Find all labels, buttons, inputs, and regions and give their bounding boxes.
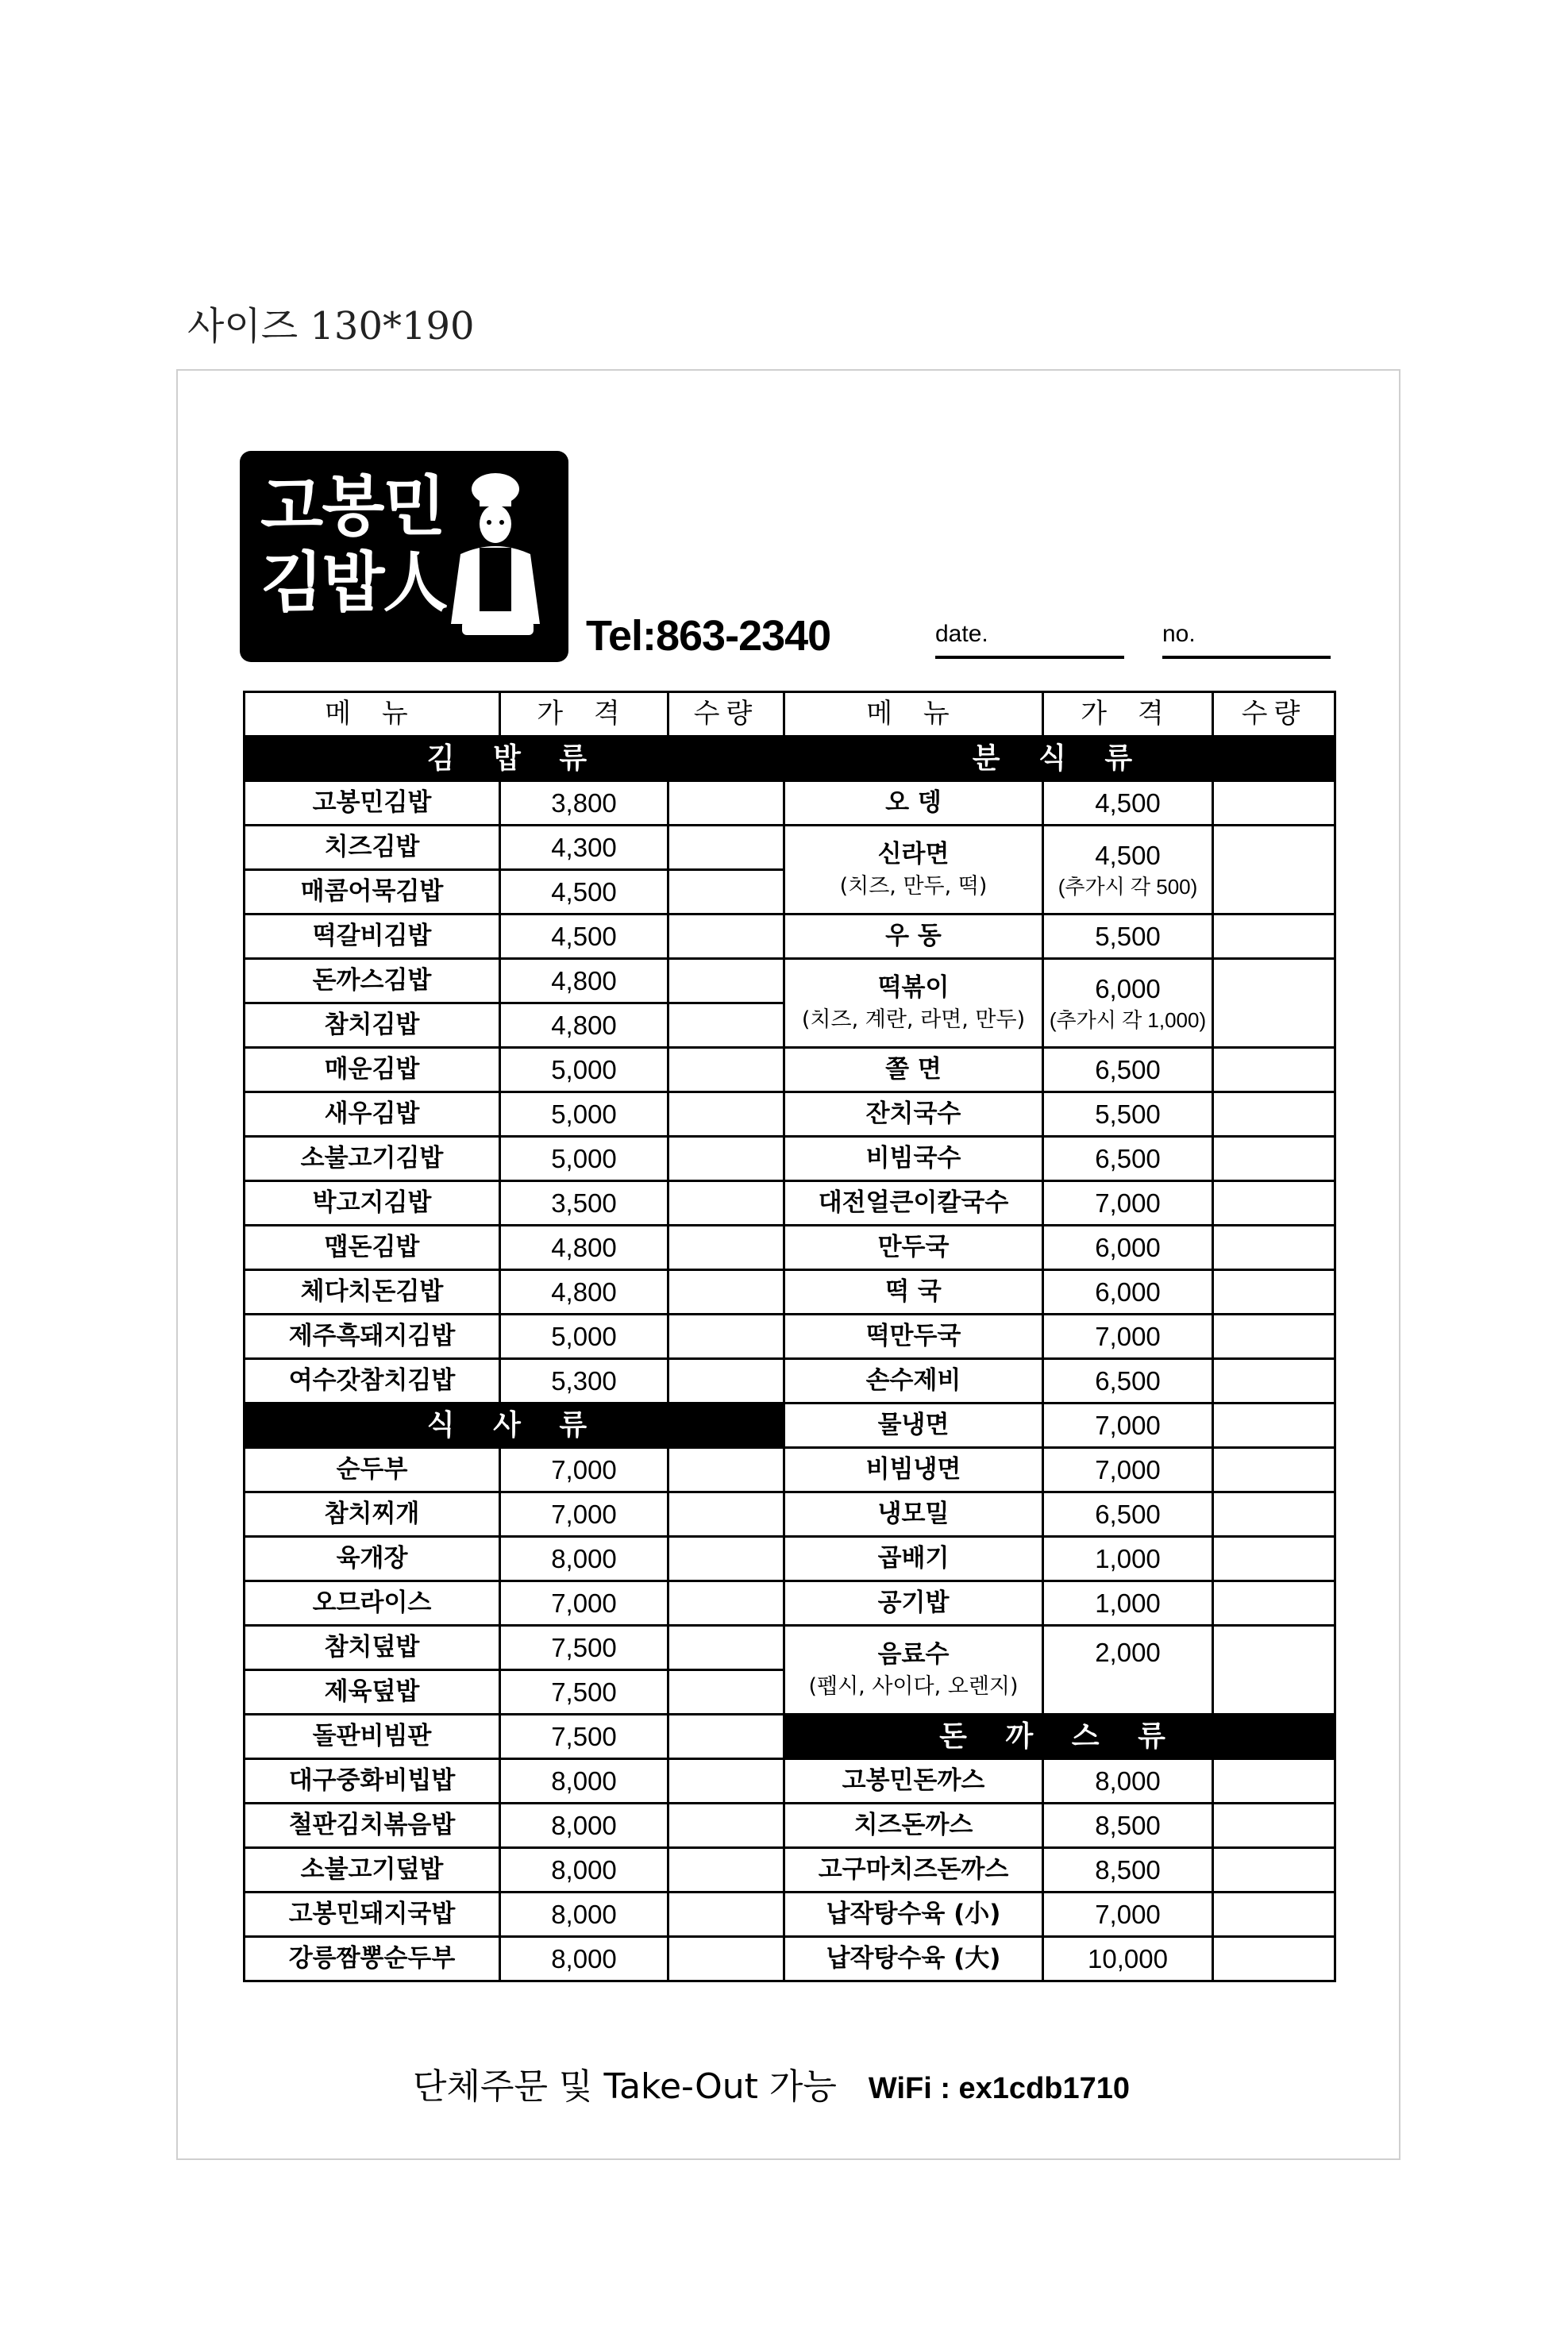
menu-item-name: 공기밥 [784,1581,1043,1626]
table-row [245,1315,1335,1359]
menu-item-price: 7,000 [500,1581,668,1626]
menu-item-name: 제육덮밥 [245,1670,500,1715]
menu-item-price: 5,000 [500,1315,668,1359]
qty-header-left: 수량 [668,692,784,737]
table-row [245,1048,1335,1092]
menu-item-price: 5,500 [1043,915,1213,959]
menu-item-price: 7,000 [1043,1404,1213,1448]
menu-item-price: 7,500 [500,1715,668,1759]
menu-item-price: 3,800 [500,781,668,826]
menu-item-price: 4,800 [500,959,668,1003]
menu-table [243,691,1336,1982]
footer-note [413,2058,1130,2108]
menu-item-price: 7,000 [1043,1181,1213,1226]
quantity-cell[interactable] [1213,1048,1335,1092]
menu-item-price: 8,000 [500,1759,668,1804]
quantity-cell[interactable] [668,781,784,826]
quantity-cell[interactable] [1213,1848,1335,1893]
menu-item-name: 치즈돈까스 [784,1804,1043,1848]
menu-item-price: 4,300 [500,826,668,870]
quantity-cell[interactable] [668,1581,784,1626]
table-row [245,959,1335,1003]
table-row [245,1848,1335,1893]
quantity-cell[interactable] [668,1937,784,1981]
menu-item-name: 곱배기 [784,1537,1043,1581]
quantity-cell[interactable] [1213,1270,1335,1315]
section-siksa: 식 사 류 [245,1404,784,1448]
menu-item-price: 7,000 [500,1492,668,1537]
table-row [245,1226,1335,1270]
menu-item-name: 음료수 [877,1640,950,1669]
menu-item-name: 우 동 [784,915,1043,959]
menu-item-price: 4,800 [500,1226,668,1270]
menu-item-name: 고봉민돈까스 [784,1759,1043,1804]
menu-item-name: 오므라이스 [245,1581,500,1626]
table-row [245,1626,1335,1670]
quantity-cell[interactable] [1213,1537,1335,1581]
menu-item-name: 제주흑돼지김밥 [245,1315,500,1359]
no-line [1162,656,1331,659]
menu-item-name: 떡볶이 [877,973,950,1003]
menu-item-name: 떡만두국 [784,1315,1043,1359]
menu-item-price: 8,500 [1043,1804,1213,1848]
quantity-cell[interactable] [1213,826,1335,915]
menu-item-price: 5,000 [500,1092,668,1137]
menu-item-price: 6,500 [1043,1359,1213,1404]
quantity-cell[interactable] [668,1626,784,1670]
table-row [245,1893,1335,1937]
menu-item-price: 7,000 [500,1448,668,1492]
menu-item-name: 냉모밀 [784,1492,1043,1537]
header-row [245,692,1335,737]
menu-item-name: 참치덮밥 [245,1626,500,1670]
quantity-cell[interactable] [668,1226,784,1270]
quantity-cell[interactable] [1213,1804,1335,1848]
table-row [245,1137,1335,1181]
menu-item-name: 떡갈비김밥 [245,915,500,959]
quantity-cell[interactable] [668,1893,784,1937]
menu-item-options: (치즈, 만두, 떡) [839,873,988,899]
table-row [245,1759,1335,1804]
table-row [245,1492,1335,1537]
menu-item-tteokbokki [784,959,1043,1048]
table-row [245,1715,1335,1759]
section-bunsik: 분 식 류 [784,737,1335,781]
menu-item-price-ramen [1043,826,1213,915]
menu-item-price: 8,000 [500,1937,668,1981]
quantity-cell[interactable] [668,1670,784,1715]
quantity-cell[interactable] [1213,1359,1335,1404]
menu-item-name: 신라면 [877,840,950,869]
date-field[interactable] [935,621,1124,648]
menu-item-price: 4,500 [1095,840,1161,870]
menu-item-options: (치즈, 계란, 라면, 만두) [801,1007,1026,1032]
quantity-cell[interactable] [1213,1181,1335,1226]
quantity-cell[interactable] [668,959,784,1003]
menu-item-price: 7,500 [500,1670,668,1715]
table-row [245,1804,1335,1848]
menu-item-name: 떡 국 [784,1270,1043,1315]
menu-item-name: 납작탕수육 (大) [784,1937,1043,1981]
menu-item-name: 납작탕수육 (小) [784,1893,1043,1937]
menu-item-price: 6,500 [1043,1492,1213,1537]
quantity-cell[interactable] [668,1270,784,1315]
menu-item-price: 5,000 [500,1048,668,1092]
table-row [245,1359,1335,1404]
quantity-cell[interactable] [668,1537,784,1581]
quantity-cell[interactable] [1213,1137,1335,1181]
logo-line-1: 고봉민 [260,468,445,545]
section-donkatsu: 돈 까 스 류 [784,1715,1335,1759]
quantity-cell[interactable] [668,1804,784,1848]
menu-item-price: 7,500 [500,1626,668,1670]
quantity-cell[interactable] [1213,1448,1335,1492]
menu-item-price: 3,500 [500,1181,668,1226]
menu-item-name: 손수제비 [784,1359,1043,1404]
table-row [245,1270,1335,1315]
size-label: 사이즈 130*190 [187,304,475,348]
menu-header-left: 메 뉴 [245,692,500,737]
price-header-left: 가 격 [500,692,668,737]
quantity-cell[interactable] [668,1448,784,1492]
menu-item-price: 4,800 [500,1003,668,1048]
table-row [245,1581,1335,1626]
quantity-cell[interactable] [1213,1092,1335,1137]
menu-item-options: (펩시, 사이다, 오렌지) [808,1673,1019,1699]
quantity-cell[interactable] [1213,1581,1335,1626]
table-row [245,1448,1335,1492]
menu-item-price: 7,000 [1043,1315,1213,1359]
menu-item-name: 치즈김밥 [245,826,500,870]
menu-item-name: 대구중화비빕밥 [245,1759,500,1804]
menu-item-price: 4,500 [1043,781,1213,826]
table-row [245,1181,1335,1226]
menu-item-name: 소불고기김밥 [245,1137,500,1181]
menu-item-name: 돌판비빔판 [245,1715,500,1759]
menu-item-price: 8,000 [500,1804,668,1848]
wifi-info: WiFi : ex1cdb1710 [868,2072,1131,2105]
menu-item-price: 1,000 [1043,1537,1213,1581]
menu-item-price: 6,500 [1043,1137,1213,1181]
table-row [245,1537,1335,1581]
menu-item-price: 6,000 [1043,1226,1213,1270]
menu-item-name: 돈까스김밥 [245,959,500,1003]
quantity-cell[interactable] [1213,1404,1335,1448]
quantity-cell[interactable] [1213,781,1335,826]
menu-item-price: 7,000 [1043,1448,1213,1492]
menu-item-drinks [784,1626,1043,1715]
date-line [935,656,1124,659]
menu-item-price: 4,500 [500,915,668,959]
menu-item-name: 고구마치즈돈까스 [784,1848,1043,1893]
menu-item-name: 잔치국수 [784,1092,1043,1137]
quantity-cell[interactable] [1213,1937,1335,1981]
menu-item-price: 6,500 [1043,1048,1213,1092]
menu-item-name: 쫄 면 [784,1048,1043,1092]
menu-item-price-tteokbokki [1043,959,1213,1048]
menu-item-name: 순두부 [245,1448,500,1492]
menu-item-price: 5,300 [500,1359,668,1404]
menu-item-name: 체다치돈김밥 [245,1270,500,1315]
logo-line-2: 김밥人 [260,545,447,621]
menu-item-name: 고봉민돼지국밥 [245,1893,500,1937]
menu-item-price: 8,000 [500,1893,668,1937]
table-row [245,781,1335,826]
menu-item-name: 매콤어묵김밥 [245,870,500,915]
menu-item-price: 8,000 [500,1537,668,1581]
quantity-cell[interactable] [668,915,784,959]
quantity-cell[interactable] [1213,959,1335,1048]
menu-item-name: 고봉민김밥 [245,781,500,826]
table-row [245,826,1335,870]
menu-item-price: 4,800 [500,1270,668,1315]
chef-icon [438,465,557,653]
quantity-cell[interactable] [668,1092,784,1137]
date-label: date. [935,621,988,647]
no-label: no. [1162,621,1196,647]
table-row [245,1404,1335,1448]
telephone-number: Tel:863-2340 [586,612,831,660]
quantity-cell[interactable] [668,1759,784,1804]
menu-item-price: 8,000 [1043,1759,1213,1804]
menu-item-name: 박고지김밥 [245,1181,500,1226]
menu-item-name: 철판김치볶음밥 [245,1804,500,1848]
quantity-cell[interactable] [668,826,784,870]
menu-item-name: 대전얼큰이칼국수 [784,1181,1043,1226]
menu-item-name: 오 뎅 [784,781,1043,826]
menu-item-name: 여수갓참치김밥 [245,1359,500,1404]
menu-item-name: 참치찌개 [245,1492,500,1537]
quantity-cell[interactable] [1213,1626,1335,1715]
group-order-note: 단체주문 및 Take-Out 가능 [413,2066,837,2107]
quantity-cell[interactable] [668,1315,784,1359]
quantity-cell[interactable] [1213,1893,1335,1937]
quantity-cell[interactable] [1213,1226,1335,1270]
menu-item-price: 6,000 [1043,1270,1213,1315]
qty-header-right: 수량 [1213,692,1335,737]
menu-item-name: 매운김밥 [245,1048,500,1092]
menu-header-right: 메 뉴 [784,692,1043,737]
quantity-cell[interactable] [668,1181,784,1226]
menu-item-name: 맵돈김밥 [245,1226,500,1270]
quantity-cell[interactable] [668,1137,784,1181]
quantity-cell[interactable] [668,1715,784,1759]
menu-item-name: 강릉짬뽕순두부 [245,1937,500,1981]
price-header-right: 가 격 [1043,692,1213,737]
menu-item-name: 육개장 [245,1537,500,1581]
menu-item-price: 5,500 [1043,1092,1213,1137]
menu-item-price: 6,000 [1095,973,1161,1003]
menu-item-name: 소불고기덮밥 [245,1848,500,1893]
quantity-cell[interactable] [668,870,784,915]
table-row [245,1937,1335,1981]
menu-item-price: 5,000 [500,1137,668,1181]
menu-item-price-note: (추가시 각 1,000) [1049,1007,1207,1032]
menu-item-name: 비빔냉면 [784,1448,1043,1492]
menu-item-price: 8,500 [1043,1848,1213,1893]
menu-item-price: 7,000 [1043,1893,1213,1937]
quantity-cell[interactable] [668,1848,784,1893]
menu-item-price-note: (추가시 각 500) [1058,874,1198,899]
menu-item-price: 1,000 [1043,1581,1213,1626]
quantity-cell[interactable] [1213,1492,1335,1537]
menu-item-name: 새우김밥 [245,1092,500,1137]
quantity-cell[interactable] [1213,1759,1335,1804]
menu-item-name: 만두국 [784,1226,1043,1270]
quantity-cell[interactable] [1213,915,1335,959]
table-row [245,915,1335,959]
menu-item-name: 참치김밥 [245,1003,500,1048]
quantity-cell[interactable] [668,1492,784,1537]
table-row [245,1092,1335,1137]
quantity-cell[interactable] [668,1003,784,1048]
menu-item-price: 4,500 [500,870,668,915]
menu-item-price: 2,000 [1043,1626,1213,1715]
quantity-cell[interactable] [668,1048,784,1092]
section-kimbap: 김 밥 류 [245,737,784,781]
menu-item-price: 10,000 [1043,1937,1213,1981]
menu-item-name: 비빔국수 [784,1137,1043,1181]
brand-logo [240,451,568,662]
order-number-field[interactable] [1162,621,1331,648]
menu-item-price: 8,000 [500,1848,668,1893]
quantity-cell[interactable] [668,1359,784,1404]
menu-item-name: 물냉면 [784,1404,1043,1448]
quantity-cell[interactable] [1213,1315,1335,1359]
logo-wordmark [260,468,446,621]
menu-item-ramen [784,826,1043,915]
